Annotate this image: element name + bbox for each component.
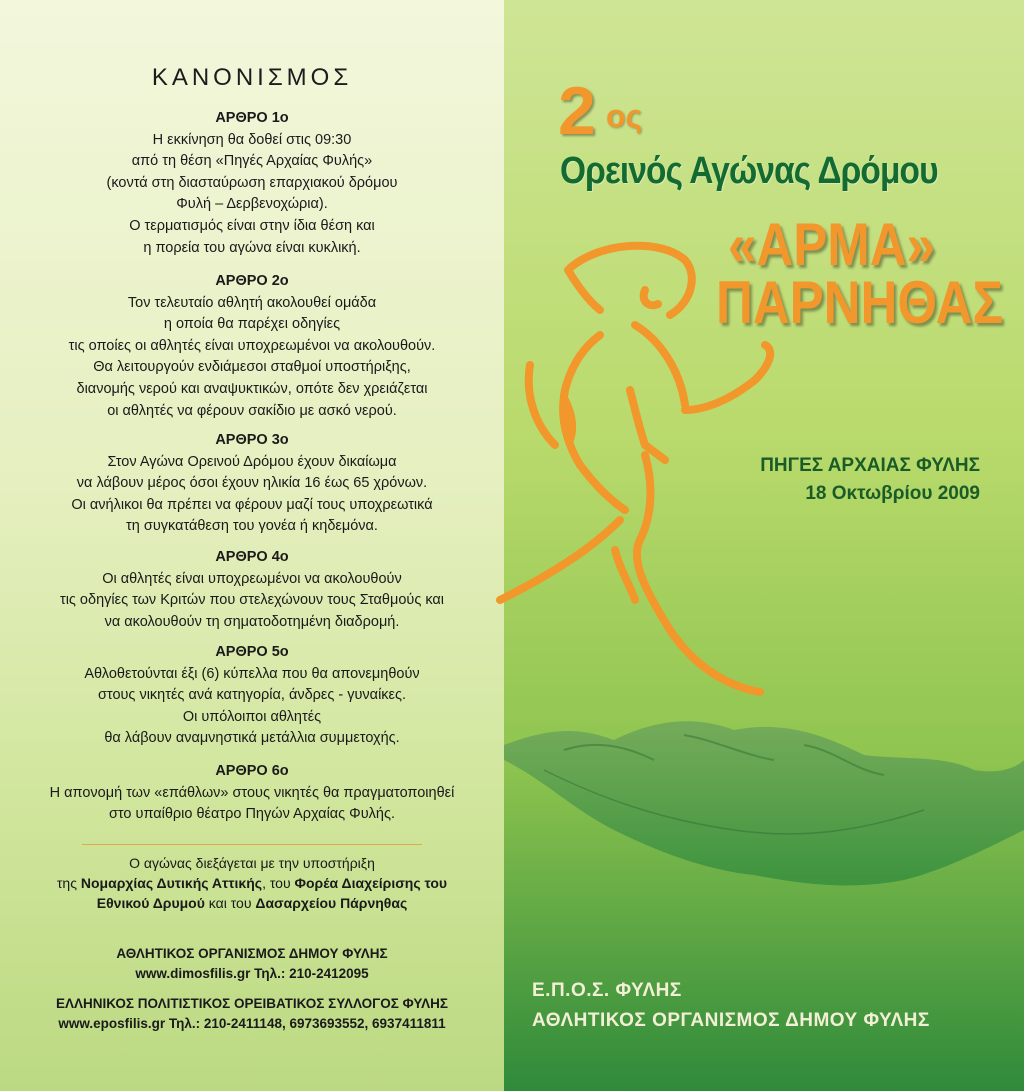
article-line: τις οποίες οι αθλητές είναι υποχρεωμένοι να ακολουθούν. (68, 337, 436, 354)
article-5 (0, 642, 504, 750)
article-title: ΑΡΘΡΟ 6ο (215, 763, 289, 779)
article-line: Στον Αγώνα Ορεινού Δρόμου έχουν δικαίωμα (107, 453, 397, 470)
organizer-name: ΕΛΛΗΝΙΚΟΣ ΠΟΛΙΤΙΣΤΙΚΟΣ ΟΡΕΙΒΑΤΙΚΟΣ ΣΥΛΛΟΓΟΣ ΦΥΛΗΣ (56, 996, 448, 1011)
article-1 (0, 108, 504, 259)
article-line: τη συγκατάθεση του γονέα ή κηδεμόνα. (126, 518, 378, 535)
article-4 (0, 547, 504, 633)
article-line: Οι αθλητές είναι υποχρεωμένοι να ακολουθούν (102, 570, 402, 587)
support-note (0, 853, 504, 913)
footer-org-2: ΑΘΛΗΤΙΚΟΣ ΟΡΓΑΝΙΣΜΟΣ ΔΗΜΟΥ ΦΥΛΗΣ (532, 1010, 930, 1031)
article-2 (0, 271, 504, 422)
event-title-line-1: «ΑΡΜΑ» (728, 211, 935, 278)
article-title: ΑΡΘΡΟ 1ο (215, 110, 289, 126)
article-line: Η απονομή των «επάθλων» στους νικητές θα πραγματοποιηθεί (49, 784, 455, 801)
article-3 (0, 430, 504, 538)
article-line: από τη θέση «Πηγές Αρχαίας Φυλής» (131, 153, 373, 170)
article-line: Φυλή – Δερβενοχώρια). (176, 196, 328, 213)
article-line: θα λάβουν αναμνηστικά μετάλλια συμμετοχής. (104, 730, 400, 747)
support-line-1: Ο αγώνας διεξάγεται με την υποστήριξη (129, 855, 375, 871)
event-date: 18 Οκτωβρίου 2009 (805, 483, 980, 504)
article-line: οι αθλητές να φέρουν σακίδιο με ασκό νερού. (107, 402, 397, 419)
article-line: Η εκκίνηση θα δοθεί στις 09:30 (152, 131, 352, 148)
article-line: τις οδηγίες των Κριτών που στελεχώνουν τους Σταθμούς και (59, 592, 445, 609)
article-title: ΑΡΘΡΟ 5ο (215, 644, 289, 660)
support-org: Φορέα Διαχείρισης του (294, 875, 448, 891)
article-line: Θα λειτουργούν ενδιάμεσοι σταθμοί υποστήριξης, (93, 359, 411, 376)
organizer-contact: www.eposfilis.gr Τηλ.: 210-2411148, 6973693552, 6937411811 (58, 1016, 446, 1031)
article-line: η πορεία του αγώνα είναι κυκλική. (143, 239, 361, 256)
article-line: Οι υπόλοιποι αθλητές (182, 708, 322, 725)
event-location-date (700, 452, 980, 508)
event-title-line-2: ΠΑΡΝΗΘΑΣ (716, 269, 1004, 336)
support-line-3 (0, 893, 504, 913)
support-text: της (56, 875, 81, 891)
article-line: (κοντά στη διασταύρωση επαρχιακού δρόμου (106, 174, 398, 191)
support-org: Νομαρχίας Δυτικής Αττικής (80, 875, 263, 891)
organizer-contact: www.dimosfilis.gr Τηλ.: 210-2412095 (135, 966, 369, 981)
article-line: Ο τερματισμός είναι στην ίδια θέση και (129, 217, 375, 234)
footer-org-1: Ε.Π.Ο.Σ. ΦΥΛΗΣ (532, 980, 682, 1001)
organizer-name: ΑΘΛΗΤΙΚΟΣ ΟΡΓΑΝΙΣΜΟΣ ΔΗΜΟΥ ΦΥΛΗΣ (116, 946, 388, 961)
article-line: Τον τελευταίο αθλητή ακολουθεί ομάδα (127, 294, 377, 311)
article-title: ΑΡΘΡΟ 2ο (215, 273, 289, 289)
support-org: Δασαρχείου Πάρνηθας (255, 895, 408, 911)
edition-suffix: ος (606, 98, 643, 134)
support-line-2 (0, 873, 504, 893)
article-line: να λάβουν μέρος όσοι έχουν ηλικία 16 έως 65 χρόνων. (76, 475, 428, 492)
article-6 (0, 761, 504, 826)
mountain-icon (504, 700, 1024, 1091)
article-title: ΑΡΘΡΟ 4ο (215, 549, 289, 565)
article-line: διανομής νερού και αναψυκτικών, οπότε δεν χρειάζεται (76, 380, 428, 397)
event-subtitle: Ορεινός Αγώνας Δρόμου (560, 150, 938, 192)
article-line: Αθλοθετούνται έξι (6) κύπελλα που θα απονεμηθούν (84, 665, 420, 682)
organizer-1 (0, 944, 504, 984)
article-line: η οποία θα παρέχει οδηγίες (163, 316, 341, 333)
support-text: , του (262, 875, 295, 891)
organizer-2 (0, 994, 504, 1034)
support-text: και του (204, 895, 256, 911)
article-line: στους νικητές ανά κατηγορία, άνδρες - γυναίκες. (97, 687, 407, 704)
article-line: να ακολουθούν τη σηματοδοτημένη διαδρομή. (104, 613, 400, 630)
article-line: στο υπαίθριο θέατρο Πηγών Αρχαίας Φυλής. (108, 806, 396, 823)
article-title: ΑΡΘΡΟ 3ο (215, 432, 289, 448)
article-line: Οι ανήλικοι θα πρέπει να φέρουν μαζί τους υποχρεωτικά (71, 496, 433, 513)
event-location: ΠΗΓΕΣ ΑΡΧΑΙΑΣ ΦΥΛΗΣ (760, 455, 980, 476)
regulations-panel (0, 0, 504, 1091)
edition-number: 2 (558, 73, 594, 149)
regulations-heading: ΚΑΝΟΝΙΣΜΟΣ (151, 64, 353, 91)
support-org: Εθνικού Δρυμού (96, 895, 205, 911)
divider (82, 844, 422, 845)
